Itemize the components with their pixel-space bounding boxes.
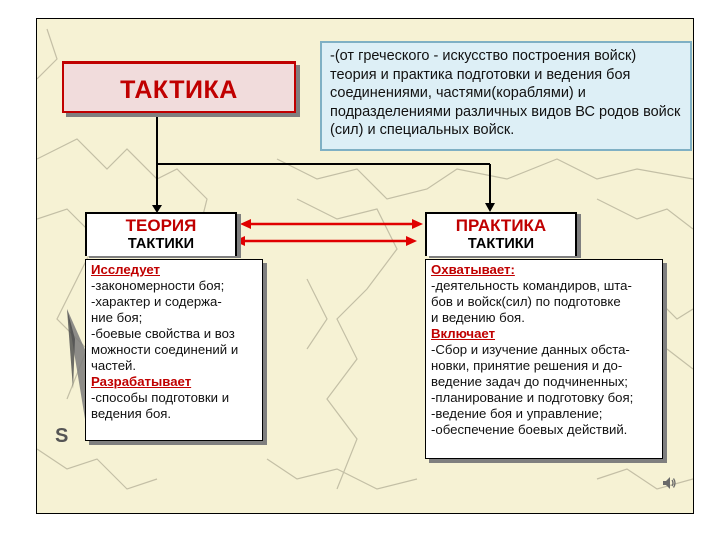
practice-includes-label: Включает (431, 326, 496, 341)
theory-develops-label: Разрабатывает (91, 374, 192, 389)
list-item: -закономерности боя; (91, 278, 225, 293)
list-item: можности соединений и (91, 342, 239, 357)
theory-heading-line1: ТЕОРИЯ (125, 216, 197, 235)
theory-heading-line2: ТАКТИКИ (127, 236, 195, 252)
definition-box: -(от греческого - искусство построения войск) теория и практика подготовки и ведения боя соединениями, частями(кораблями) и подразделениями различных видов ВС родов войск (сил) и специальных войск. (320, 41, 692, 151)
list-item: -характер и содержа- (91, 294, 222, 309)
list-item: частей. (91, 358, 137, 373)
list-item: -Сбор и изучение данных обста- (431, 342, 630, 357)
list-item: -обеспечение боевых действий. (431, 422, 628, 437)
list-item: ние боя; (91, 310, 143, 325)
list-item: ведения боя. (91, 406, 172, 421)
slide-title: ТАКТИКА (120, 76, 238, 104)
practice-list-box (425, 259, 663, 459)
slide (36, 18, 694, 514)
list-item: -деятельность командиров, шта- (431, 278, 632, 293)
theory-studies-label: Исследует (91, 262, 160, 277)
list-item: новки, принятие решения и до- (431, 358, 623, 373)
practice-covers-label: Охватывает: (431, 262, 515, 277)
list-item: -боевые свойства и воз (91, 326, 235, 341)
practice-header (425, 212, 577, 256)
theory-list-box (85, 259, 263, 441)
practice-heading-line2: ТАКТИКИ (467, 236, 535, 252)
list-item: ведение задач до подчиненных; (431, 374, 628, 389)
speaker-icon[interactable] (661, 475, 677, 491)
list-item: -планирование и подготовку боя; (431, 390, 634, 405)
list-item: -способы подготовки и (91, 390, 230, 405)
list-item: -ведение боя и управление; (431, 406, 603, 421)
theory-header (85, 212, 237, 256)
list-item: бов и войск(сил) по подготовке (431, 294, 621, 309)
list-item: и ведению боя. (431, 310, 525, 325)
practice-heading-line1: ПРАКТИКА (455, 216, 547, 235)
title-box (62, 61, 296, 113)
compass-letter: S (55, 425, 69, 447)
